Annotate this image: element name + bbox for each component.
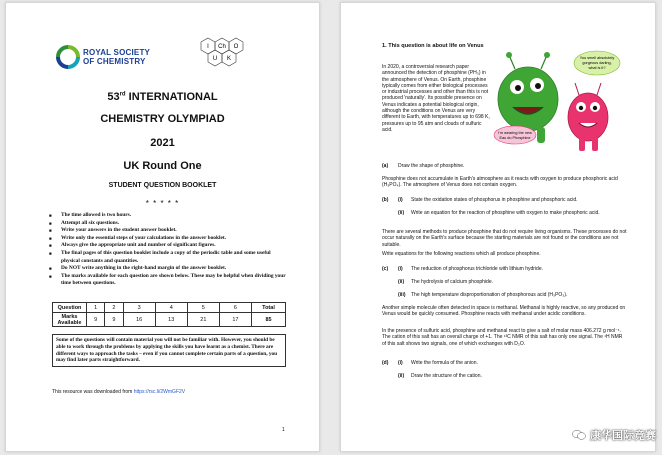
qb-ii-label: (ii) xyxy=(398,210,405,216)
bubble2-line2: Eau du Phosphine xyxy=(499,136,531,140)
marks-value: 17 xyxy=(219,313,251,327)
rsc-logo xyxy=(56,45,150,69)
cover-page xyxy=(5,2,320,452)
alien-cartoon xyxy=(493,49,621,161)
logo-line2: OF CHEMISTRY xyxy=(83,57,146,66)
hex-label-4: U xyxy=(212,56,218,62)
download-link[interactable]: https://rsc.li/2WmGF2V xyxy=(133,389,186,395)
watermark xyxy=(572,427,656,443)
total-header: Total xyxy=(252,303,286,313)
question-number: 5 xyxy=(187,303,219,313)
bubble2-line1: I'm wearing the new xyxy=(498,131,532,135)
hex-label-2: Ch xyxy=(218,44,226,50)
rsc-logo-icon xyxy=(56,45,80,69)
rule-item: ■ The marks available for each question are shown below. These may be helpful when dividing your time between questions. xyxy=(49,273,289,288)
qc-i-label: (i) xyxy=(398,266,403,272)
marks-value: 9 xyxy=(87,313,105,327)
olympiad-hexagon-logo xyxy=(196,36,268,78)
marks-value: 9 xyxy=(105,313,123,327)
qc-iii-text: The high temperature disproportionation of phosphorous acid (H₃PO₃). xyxy=(411,292,568,298)
rules-list xyxy=(49,212,289,288)
qd-ii-label: (ii) xyxy=(398,373,405,379)
qb-label: (b) xyxy=(382,197,389,203)
question-number: 4 xyxy=(155,303,187,313)
title-number: 53 xyxy=(107,91,120,103)
qb-i-label: (i) xyxy=(398,197,403,203)
stars-divider: * * * * * xyxy=(145,199,180,208)
year: 2021 xyxy=(150,137,175,149)
pink-alien-icon xyxy=(568,83,608,151)
qb-ii-text: Write an equation for the reaction of phosphine with oxygen to make phosphoric acid. xyxy=(411,210,600,216)
question-page xyxy=(340,2,656,452)
chat-bubble-icon xyxy=(572,429,586,441)
question-number: 2 xyxy=(105,303,123,313)
title-rest: INTERNATIONAL xyxy=(125,91,218,103)
rule-item: ■ Do NOT write anything in the right-hand margin of the answer booklet. xyxy=(49,265,289,273)
rule-item: ■ Write your answers in the student answer booklet. xyxy=(49,227,289,235)
question-title: 1. This question is about life on Venus xyxy=(382,43,484,49)
marks-total: 85 xyxy=(252,313,286,327)
marks-header: Marks Available xyxy=(53,313,87,327)
hex-label-5: K xyxy=(226,56,232,62)
rule-item: ■ The final pages of this question booklet include a copy of the periodic table and some useful physical constants and quantities. xyxy=(49,250,289,265)
qd-i-label: (i) xyxy=(398,360,403,366)
rule-item: ■ Attempt all six questions. xyxy=(49,220,289,228)
hex-label-1: I xyxy=(207,44,209,50)
hex-label-3: O xyxy=(233,44,239,50)
bubble1-line3: what is it? xyxy=(588,66,606,70)
watermark-text: 康华国际竞赛 xyxy=(590,430,656,442)
download-text: This resource was downloaded from xyxy=(52,389,134,395)
qd-i-text: Write the formula of the anion. xyxy=(411,360,478,366)
title-line2: CHEMISTRY OLYMPIAD xyxy=(100,113,225,125)
qc-iii-label: (iii) xyxy=(398,292,406,298)
intro-paragraph: In 2020, a controversial research paper announced the detection of phosphine (PH₃) in the atmosphere of Venus. On Earth, phosphine typically comes from either biological processes or industrial processes and other than this is not produced 'naturally'. Its possible presence on Venus indicates a potential biological origin, although the conditions on Venus are very different to Earth, with temperatures up to 698 K, pressures up to 95 atm and clouds of sulfuric acid. xyxy=(382,64,490,133)
bubble1-line1: You smell absolutely xyxy=(579,56,615,60)
question-number: 6 xyxy=(219,303,251,313)
speech-bubble-1 xyxy=(574,51,620,75)
qc-i-text: The reduction of phosphorus trichloride with lithium hydride. xyxy=(411,266,544,272)
marks-table xyxy=(52,302,286,327)
question-number: 3 xyxy=(123,303,155,313)
qd-ii-text: Draw the structure of the cation. xyxy=(411,373,482,379)
question-number: 1 xyxy=(87,303,105,313)
paragraph-5: In the presence of sulfuric acid, phosphine and methanal react to give a salt of molar mass 406.272 g mol⁻¹. The cation of this salt has an overall charge of +1. The ¹³C NMR of this salt has only one signal. The ¹H NMR of this salt shows two signals, one of which exchanges with D₂O. xyxy=(382,328,623,347)
bubble1-line2: gorgeous darling, xyxy=(582,61,612,65)
download-line xyxy=(52,389,185,395)
paragraph-1: Phosphine does not accumulate in Earth's atmosphere as it reacts with oxygen to produce phosphoric acid (H₃PO₄). The atmosphere of Venus does not contain oxygen. xyxy=(382,176,618,189)
qc-ii-label: (ii) xyxy=(398,279,405,285)
rule-item: ■ Always give the appropriate unit and number of significant figures. xyxy=(49,242,289,250)
familiarity-note: Some of the questions will contain material you will not be familiar with. However, you should be able to work through the problems by applying the skills you have learnt as a chemist. There are different ways to approach the tasks – even if you cannot complete certain parts of a question, you may find later parts straightforward. xyxy=(52,334,286,367)
qa-text: Draw the shape of phosphine. xyxy=(398,163,465,169)
qc-label: (c) xyxy=(382,266,389,272)
qa-label: (a) xyxy=(382,163,389,169)
page-number: 1 xyxy=(282,427,285,433)
paragraph-3: Write equations for the following reactions which all produce phosphine. xyxy=(382,251,541,257)
qd-label: (d) xyxy=(382,360,389,366)
title-line1 xyxy=(6,91,319,103)
qc-ii-text: The hydrolysis of calcium phosphide. xyxy=(411,279,493,285)
marks-value: 16 xyxy=(123,313,155,327)
booklet-title: STUDENT QUESTION BOOKLET xyxy=(108,182,217,189)
qb-i-text: State the oxidation states of phosphorus in phosphine and phosphoric acid. xyxy=(411,197,578,203)
title-ordinal: rd xyxy=(119,91,126,98)
paragraph-4: Another simple molecule often detected in space is methanal. Methanal is highly reactive, so any produced on Venus would be quickly consumed. Phosphine reacts with methanal under acidic conditions. xyxy=(382,305,626,318)
question-header: Question xyxy=(53,303,87,313)
marks-value: 13 xyxy=(155,313,187,327)
logo-line1: ROYAL SOCIETY xyxy=(83,48,151,57)
speech-bubble-2 xyxy=(494,126,536,144)
round-title: UK Round One xyxy=(123,160,202,172)
paragraph-2: There are several methods to produce phosphine that do not require living organisms. These processes do not occur naturally on the Earth's surface because the starting materials are not found or the conditions are not suitable. xyxy=(382,229,627,248)
rule-item: ■ Write only the essential steps of your calculations in the answer booklet. xyxy=(49,235,289,243)
rule-item: ■ The time allowed is two hours. xyxy=(49,212,289,220)
marks-value: 21 xyxy=(187,313,219,327)
